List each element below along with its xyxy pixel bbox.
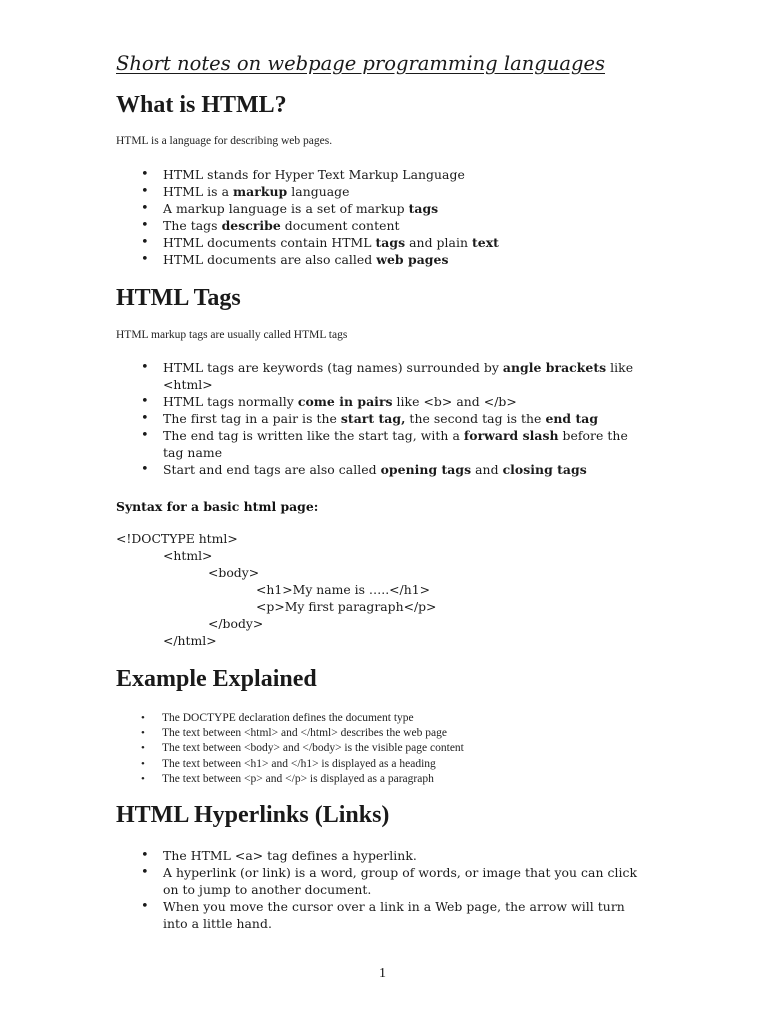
list-item: • The text between <p> and </p> is displayed as a paragraph xyxy=(141,772,681,787)
list-item: • The tags describe document content xyxy=(141,217,661,234)
list-item: • The DOCTYPE declaration defines the document type xyxy=(141,711,681,726)
code-line: <html> xyxy=(163,548,213,563)
list-item: • HTML is a markup language xyxy=(141,183,661,200)
code-line: <h1>My name is …..</h1> xyxy=(256,582,430,597)
intro-html-tags: HTML markup tags are usually called HTML tags xyxy=(116,329,348,341)
heading-html-hyperlinks: HTML Hyperlinks (Links) xyxy=(116,802,390,828)
code-line: </body> xyxy=(208,616,264,631)
code-line: <body> xyxy=(208,565,260,580)
code-line: <p>My first paragraph</p> xyxy=(256,599,437,614)
bullet-list-example-explained xyxy=(141,711,681,787)
code-line: </html> xyxy=(163,633,217,648)
list-item: • A markup language is a set of markup tags xyxy=(141,200,661,217)
list-item: • HTML documents contain HTML tags and plain text xyxy=(141,234,661,251)
code-line: <!DOCTYPE html> xyxy=(116,531,238,546)
list-item: • HTML tags normally come in pairs like <b> and </b> xyxy=(141,393,646,410)
document-title: Short notes on webpage programming languages xyxy=(116,52,605,75)
heading-what-is-html: What is HTML? xyxy=(116,92,287,118)
list-item: • Start and end tags are also called opening tags and closing tags xyxy=(141,461,646,478)
list-item: • When you move the cursor over a link in a Web page, the arrow will turn into a little hand. xyxy=(141,898,646,932)
list-item: • The text between <h1> and </h1> is displayed as a heading xyxy=(141,757,681,772)
list-item: • A hyperlink (or link) is a word, group of words, or image that you can click on to jump to another document. xyxy=(141,864,646,898)
list-item: • The text between <html> and </html> describes the web page xyxy=(141,726,681,741)
bullet-list-what-is-html xyxy=(141,166,661,268)
bullet-list-html-hyperlinks xyxy=(141,847,646,932)
syntax-heading: Syntax for a basic html page: xyxy=(116,499,319,514)
list-item: • The HTML <a> tag defines a hyperlink. xyxy=(141,847,646,864)
heading-example-explained: Example Explained xyxy=(116,666,317,692)
list-item: • The text between <body> and </body> is the visible page content xyxy=(141,741,681,756)
list-item: • HTML stands for Hyper Text Markup Language xyxy=(141,166,661,183)
list-item: • The end tag is written like the start tag, with a forward slash before the tag name xyxy=(141,427,646,461)
heading-html-tags: HTML Tags xyxy=(116,285,241,311)
intro-what-is-html: HTML is a language for describing web pages. xyxy=(116,135,333,147)
list-item: • HTML tags are keywords (tag names) surrounded by angle brackets like <html> xyxy=(141,359,646,393)
page-number: 1 xyxy=(379,966,386,981)
list-item: • The first tag in a pair is the start tag, the second tag is the end tag xyxy=(141,410,646,427)
list-item: • HTML documents are also called web pages xyxy=(141,251,661,268)
bullet-list-html-tags xyxy=(141,359,646,478)
